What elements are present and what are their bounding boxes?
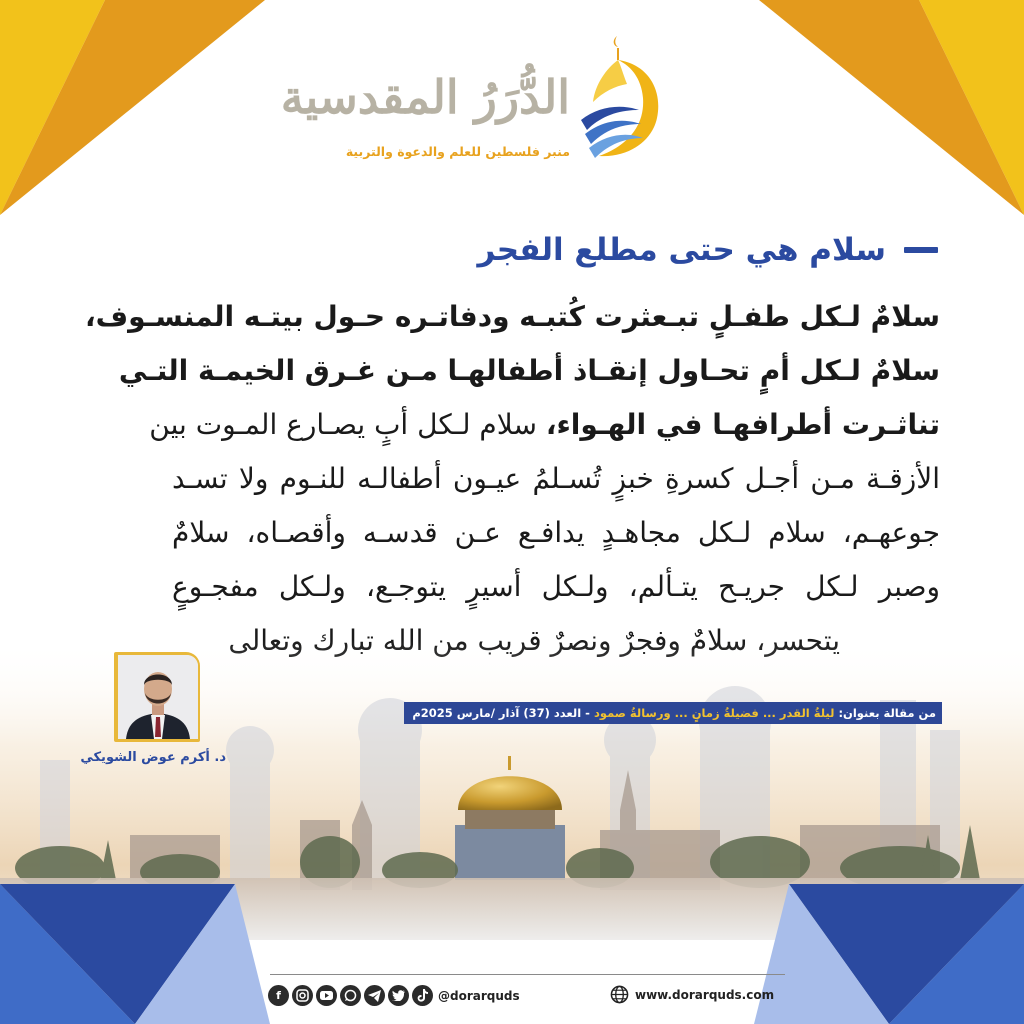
social-links	[268, 985, 520, 1006]
quote-body	[84, 290, 940, 668]
bottom-left-corner-decoration	[0, 884, 270, 1024]
twitter-icon[interactable]	[388, 985, 409, 1006]
top-left-corner-decoration	[0, 0, 270, 215]
body-line-1: سلامٌ لـكل طفـلٍ تبـعثرت كُتبـه ودفاتـره حـول بيتـه المنسـوف،	[84, 300, 940, 333]
logo-title: الدُّرَرُ المقدسية	[280, 70, 570, 124]
youtube-icon[interactable]	[316, 985, 337, 1006]
heading-text: سلام هي حتى مطلع الفجر	[477, 232, 886, 268]
body-line-2: سلامٌ لـكل أمٍ تحـاول إنقـاذ أطفالهـا مـن غـرق الخيمـة التـي	[118, 354, 940, 387]
whatsapp-icon[interactable]	[340, 985, 361, 1006]
source-title: ليلةُ القدر ... فضيلةُ زمانٍ ... ورسالةُ صمود	[593, 706, 835, 720]
author-name: د. أكرم عوض الشويكي	[80, 750, 226, 765]
website-url[interactable]: www.dorarquds.com	[635, 987, 775, 1002]
social-handle[interactable]: @dorarquds	[438, 988, 520, 1003]
body-line-3-bold: تناثـرت أطرافهـا في الهـواء،	[545, 408, 940, 441]
source-issue: - العدد (37) آذار /مارس 2025م	[412, 706, 590, 720]
logo-emblem-icon	[577, 34, 665, 162]
top-right-corner-decoration	[754, 0, 1024, 215]
telegram-icon[interactable]	[364, 985, 385, 1006]
body-line-5: جوعهـم، سلام لـكل مجاهـدٍ يدافـع عـن قدسـه وأقصـاه، سلامٌ	[172, 516, 940, 549]
instagram-icon[interactable]	[292, 985, 313, 1006]
source-prefix: من مقالة بعنوان:	[838, 706, 936, 720]
tiktok-icon[interactable]	[412, 985, 433, 1006]
bottom-right-corner-decoration	[754, 884, 1024, 1024]
facebook-icon[interactable]: f	[268, 985, 289, 1006]
website-link[interactable]	[610, 985, 774, 1004]
body-line-3	[149, 398, 940, 452]
author-photo	[118, 655, 198, 739]
body-line-3-rest: سلام لـكل أبٍ يصـارع المـوت بين	[149, 408, 546, 441]
globe-icon	[610, 985, 629, 1004]
body-line-4: الأزقـة مـن أجـل كسرةِ خبزٍ تُسـلمُ عيـون أطفالـه للنـوم ولا تسـد	[172, 462, 940, 495]
body-line-6: وصبر لـكل جريـح يتـألم، ولـكل أسيرٍ يتوجـع، ولـكل مفجـوعٍ	[172, 570, 940, 603]
logo	[280, 34, 665, 174]
logo-tagline: منبر فلسطين للعلم والدعوة والتربية	[345, 144, 570, 159]
article-heading	[477, 232, 938, 268]
heading-accent-bar	[904, 247, 938, 253]
article-source-bar	[404, 702, 942, 724]
footer-divider	[270, 974, 785, 975]
